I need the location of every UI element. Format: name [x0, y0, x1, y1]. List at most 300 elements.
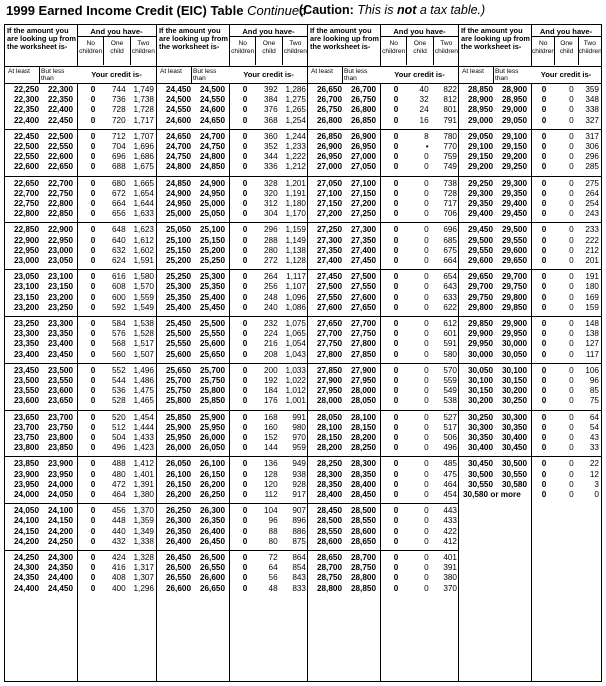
two-children-credit: 1,591: [133, 255, 154, 265]
one-child-credit: 64: [268, 563, 278, 573]
at-least-value: 26,550: [165, 573, 191, 583]
two-children-credit: 22: [589, 459, 599, 469]
table-row: [5, 376, 156, 386]
but-less-than-value: 28,200: [350, 432, 376, 442]
no-children-credit: 0: [393, 506, 399, 516]
no-children-credit: 0: [90, 95, 96, 105]
table-row: [308, 350, 459, 360]
two-children-credit: 148: [585, 319, 599, 328]
row-group: [5, 130, 156, 177]
table-row: [308, 236, 459, 246]
one-child-credit: 88: [268, 526, 278, 536]
no-children-credit: 0: [393, 282, 399, 292]
one-child-credit: 0: [424, 479, 429, 489]
at-least-value: 29,600: [467, 255, 493, 265]
at-least-value: 26,400: [165, 536, 191, 546]
table-row: [459, 293, 601, 303]
one-child-credit: 0: [569, 329, 574, 339]
no-children-credit: 0: [393, 563, 399, 573]
table-row: [157, 584, 308, 594]
two-children-credit: 1,328: [133, 553, 154, 562]
one-child-credit: 0: [569, 282, 574, 292]
table-row: [5, 490, 156, 500]
no-children-credit: 0: [90, 459, 96, 469]
two-children-credit: 1,012: [285, 386, 306, 396]
no-children-credit: 0: [90, 489, 96, 499]
row-group: [308, 130, 459, 177]
one-child-credit: 96: [268, 516, 278, 526]
table-row: [157, 573, 308, 583]
no-children-credit: 0: [90, 198, 96, 208]
no-children-credit: 0: [541, 396, 547, 406]
no-children-credit: 0: [242, 553, 248, 562]
two-children-credit: 622: [443, 302, 457, 312]
no-children-credit: 0: [541, 412, 547, 422]
two-children-credit: 1,686: [133, 152, 154, 162]
table-row: [157, 443, 308, 453]
but-less-than-value: 28,800: [350, 573, 376, 583]
at-least-value: 30,100: [467, 375, 493, 385]
at-least-value: 27,000: [316, 162, 342, 172]
at-least-value: 30,250: [467, 412, 493, 422]
but-less-than-value: 30,400: [501, 432, 527, 442]
at-least-value: 23,000: [13, 255, 39, 265]
one-child-credit: 144: [263, 443, 278, 453]
but-less-than-value: 28,750: [350, 563, 376, 573]
at-least-value: 27,650: [316, 319, 342, 328]
table-row: [5, 116, 156, 126]
two-children-credit: 1,191: [285, 188, 306, 198]
table-row: [5, 282, 156, 292]
table-row: [157, 105, 308, 115]
but-less-than-value: 23,950: [47, 469, 73, 479]
at-least-value: 28,250: [316, 459, 342, 469]
two-children-credit: 949: [292, 459, 306, 469]
header-rule: [77, 36, 156, 37]
two-children-credit: 275: [585, 178, 599, 188]
no-children-credit: 0: [541, 349, 547, 359]
one-child-credit: 0: [424, 396, 429, 406]
no-children-credit: 0: [541, 443, 547, 453]
but-less-than-value: 24,350: [47, 563, 73, 573]
at-least-value: 24,000: [13, 489, 39, 499]
two-children-credit: 1,654: [133, 188, 154, 198]
no-children-credit: 0: [242, 131, 248, 141]
no-children-credit: 0: [242, 115, 248, 125]
but-less-than-value: 27,200: [350, 198, 376, 208]
two-children-credit: 1,623: [133, 225, 154, 235]
no-children-credit: 0: [541, 95, 547, 105]
at-least-value: 28,450: [316, 506, 342, 516]
no-children-credit: 0: [541, 235, 547, 245]
but-less-than-value: 22,500: [47, 131, 73, 141]
title-suffix: Continued: [247, 3, 307, 18]
lookup-heading: If the amount you are looking up from the worksheet is-: [7, 26, 76, 51]
one-child-credit: 0: [569, 235, 574, 245]
one-child-credit: 312: [263, 198, 278, 208]
one-child-credit: 152: [263, 432, 278, 442]
table-row: [157, 272, 308, 282]
column-header: [5, 25, 156, 84]
no-children-credit: 0: [242, 292, 248, 302]
one-child-credit: 328: [263, 178, 278, 188]
no-children-credit: 0: [90, 422, 96, 432]
one-child-credit: 456: [111, 506, 126, 516]
two-children-credit: 1,265: [285, 105, 306, 115]
but-less-than-value: 28,950: [501, 95, 527, 105]
row-group: [459, 130, 601, 177]
row-group: [308, 551, 459, 597]
one-child-credit: 728: [111, 105, 126, 115]
but-less-than-value: 23,900: [47, 459, 73, 469]
no-children-credit: 0: [393, 365, 399, 375]
but-less-than-value: 26,900: [350, 131, 376, 141]
at-least-value: 28,550: [316, 526, 342, 536]
but-less-than-value: 27,950: [350, 375, 376, 385]
but-less-than-value: 27,800: [350, 339, 376, 349]
two-children-credit: 233: [585, 225, 599, 235]
two-children-credit: 1,454: [133, 412, 154, 422]
table-row: [459, 179, 601, 189]
table-row: [5, 443, 156, 453]
two-children-credit: 1,717: [133, 115, 154, 125]
no-children-credit: 0: [242, 209, 248, 219]
but-less-than-value: 23,650: [47, 396, 73, 406]
at-least-value: 28,150: [316, 432, 342, 442]
no-children-credit: 0: [242, 319, 248, 328]
table-row: [308, 225, 459, 235]
no-children-credit: 0: [90, 141, 96, 151]
no-children-credit: 0: [393, 329, 399, 339]
table-row: [308, 527, 459, 537]
no-children-credit: 0: [242, 526, 248, 536]
at-least-value: 29,300: [467, 188, 493, 198]
at-least-value: 25,700: [165, 375, 191, 385]
one-child-credit: 0: [569, 272, 574, 282]
table-column: [156, 25, 308, 681]
no-children-credit: 0: [393, 95, 399, 105]
but-less-than-value: 30,100: [501, 365, 527, 375]
but-less-than-value: 27,250: [350, 209, 376, 219]
one-child-credit: 0: [569, 396, 574, 406]
one-child-credit: 224: [263, 329, 278, 339]
but-less-than-value: 22,450: [47, 115, 73, 125]
but-less-than-value: 24,950: [199, 188, 225, 198]
two-children-credit: 306: [585, 141, 599, 151]
table-row: [308, 152, 459, 162]
no-children-credit: 0: [393, 583, 399, 593]
one-child-credit: 136: [263, 459, 278, 469]
two-children-credit: 159: [585, 302, 599, 312]
table-row: [5, 563, 156, 573]
table-row: [459, 480, 601, 490]
but-less-than-value: 28,500: [350, 506, 376, 516]
but-less-than-value: 29,150: [501, 141, 527, 151]
two-children-credit: 549: [443, 386, 457, 396]
at-least-value: 26,650: [316, 85, 342, 94]
at-least-value: 23,350: [13, 339, 39, 349]
one-child-credit: 0: [569, 459, 574, 469]
table-row: [308, 573, 459, 583]
table-row: [308, 209, 459, 219]
but-less-than-value: 30,500: [501, 459, 527, 469]
two-children-credit: 1,391: [133, 479, 154, 489]
no-children-credit: 0: [541, 386, 547, 396]
one-child-credit: 72: [268, 553, 278, 562]
no-children-credit: 0: [90, 329, 96, 339]
at-least-value: 27,800: [316, 349, 342, 359]
but-less-than-value: 29,650: [501, 255, 527, 265]
table-row: [308, 563, 459, 573]
but-less-than-value: 28,900: [501, 85, 527, 94]
row-group: [459, 411, 601, 458]
but-less-than-value: 26,950: [350, 141, 376, 151]
table-row: [5, 396, 156, 406]
table-row: [308, 293, 459, 303]
at-least-value: 25,600: [165, 349, 191, 359]
row-group: [308, 364, 459, 411]
one-child-credit: 416: [111, 563, 126, 573]
no-children-credit: 0: [242, 198, 248, 208]
at-least-value: 26,600: [165, 583, 191, 593]
no-children-credit: 0: [541, 319, 547, 328]
two-children-credit: 1,528: [133, 329, 154, 339]
but-less-than-value: 23,500: [47, 365, 73, 375]
two-children-credit: 1,138: [285, 245, 306, 255]
at-least-value: 29,400: [467, 209, 493, 219]
one-child-credit: 0: [569, 255, 574, 265]
caution-not: not: [396, 3, 417, 17]
table-row: [459, 433, 601, 443]
but-less-than-value: 27,500: [350, 272, 376, 282]
caution-note: [299, 3, 485, 17]
kids-two-children-heading: Two children: [282, 37, 308, 65]
no-children-credit: 0: [393, 422, 399, 432]
but-less-than-value: 24,750: [199, 141, 225, 151]
two-children-credit: 1,570: [133, 282, 154, 292]
no-children-credit: 0: [90, 365, 96, 375]
one-child-credit: 0: [424, 432, 429, 442]
table-row: [5, 433, 156, 443]
at-least-value: 30,580 or more: [463, 489, 521, 499]
at-least-heading: At least: [311, 68, 333, 75]
no-children-credit: 0: [541, 225, 547, 235]
at-least-value: 29,450: [467, 225, 493, 235]
but-less-than-value: 23,300: [47, 319, 73, 328]
table-row: [459, 413, 601, 423]
at-least-value: 26,700: [316, 95, 342, 105]
two-children-credit: 1,275: [285, 95, 306, 105]
no-children-credit: 0: [393, 245, 399, 255]
table-row: [5, 386, 156, 396]
at-least-value: 23,500: [13, 375, 39, 385]
no-children-credit: 0: [242, 141, 248, 151]
one-child-credit: 400: [111, 583, 126, 593]
one-child-credit: 664: [111, 198, 126, 208]
no-children-credit: 0: [90, 386, 96, 396]
at-least-value: 30,300: [467, 422, 493, 432]
at-least-value: 25,950: [165, 432, 191, 442]
table-row: [308, 386, 459, 396]
one-child-credit: 440: [111, 526, 126, 536]
at-least-value: 26,750: [316, 105, 342, 115]
no-children-credit: 0: [90, 469, 96, 479]
at-least-value: 25,650: [165, 365, 191, 375]
no-children-credit: 0: [90, 272, 96, 282]
one-child-credit: 0: [569, 319, 574, 328]
at-least-value: 26,300: [165, 516, 191, 526]
two-children-credit: 759: [443, 152, 457, 162]
table-row: [308, 584, 459, 594]
two-children-credit: 1,538: [133, 319, 154, 328]
two-children-credit: 1,180: [285, 198, 306, 208]
but-less-than-value: 29,500: [501, 225, 527, 235]
table-row: [5, 350, 156, 360]
table-row: [308, 443, 459, 453]
one-child-credit: 0: [424, 422, 429, 432]
two-children-credit: 433: [443, 516, 457, 526]
table-row: [308, 272, 459, 282]
table-row: [5, 162, 156, 172]
at-least-value: 27,450: [316, 272, 342, 282]
two-children-credit: 1,170: [285, 209, 306, 219]
table-row: [157, 162, 308, 172]
two-children-credit: 664: [443, 255, 457, 265]
at-least-value: 29,650: [467, 272, 493, 282]
two-children-credit: 1,307: [133, 573, 154, 583]
at-least-value: 25,150: [165, 245, 191, 255]
table-row: [5, 329, 156, 339]
one-child-credit: •: [425, 141, 429, 151]
at-least-value: 28,650: [316, 553, 342, 562]
no-children-credit: 0: [242, 412, 248, 422]
no-children-credit: 0: [90, 573, 96, 583]
table-row: [459, 199, 601, 209]
row-group: [157, 364, 308, 411]
but-less-than-value: 30,350: [501, 422, 527, 432]
at-least-value: 25,100: [165, 235, 191, 245]
but-less-than-value: 26,800: [350, 105, 376, 115]
two-children-credit: 591: [443, 339, 457, 349]
table-row: [157, 423, 308, 433]
two-children-credit: 1,644: [133, 198, 154, 208]
one-child-credit: 392: [263, 85, 278, 94]
at-least-value: 28,400: [316, 489, 342, 499]
page-header: [0, 3, 606, 23]
but-less-than-value: 24,900: [199, 178, 225, 188]
one-child-credit: 600: [111, 292, 126, 302]
but-less-than-value: 27,050: [350, 162, 376, 172]
no-children-credit: 0: [541, 198, 547, 208]
table-row: [157, 470, 308, 480]
at-least-value: 27,400: [316, 255, 342, 265]
at-least-value: 23,800: [13, 443, 39, 453]
one-child-credit: 544: [111, 375, 126, 385]
at-least-value: 27,700: [316, 329, 342, 339]
table-row: [5, 423, 156, 433]
two-children-credit: 801: [443, 105, 457, 115]
one-child-credit: 0: [424, 526, 429, 536]
row-group: [308, 223, 459, 270]
no-children-credit: 0: [393, 188, 399, 198]
one-child-credit: 0: [424, 573, 429, 583]
at-least-value: 25,800: [165, 396, 191, 406]
no-children-credit: 0: [242, 396, 248, 406]
one-child-credit: 568: [111, 339, 126, 349]
two-children-credit: 854: [292, 563, 306, 573]
two-children-credit: 1,222: [285, 152, 306, 162]
at-least-value: 30,000: [467, 349, 493, 359]
two-children-credit: 464: [443, 479, 457, 489]
no-children-credit: 0: [541, 489, 547, 499]
table-row: [459, 339, 601, 349]
kids-no-children-heading: No children: [531, 37, 554, 65]
table-row: [308, 459, 459, 469]
one-child-credit: 360: [263, 131, 278, 141]
no-children-credit: 0: [393, 105, 399, 115]
table-row: [308, 282, 459, 292]
two-children-credit: 1,612: [133, 235, 154, 245]
at-least-value: 26,050: [165, 459, 191, 469]
row-group: [308, 504, 459, 551]
no-children-credit: 0: [242, 245, 248, 255]
no-children-credit: 0: [541, 162, 547, 172]
one-child-credit: 8: [424, 131, 429, 141]
one-child-credit: 592: [111, 302, 126, 312]
column-body: [5, 83, 156, 681]
caution-text-1: This is: [357, 3, 394, 17]
at-least-value: 23,550: [13, 386, 39, 396]
but-less-than-value: 28,300: [350, 459, 376, 469]
no-children-credit: 0: [393, 198, 399, 208]
but-less-than-value: 28,850: [350, 583, 376, 593]
two-children-credit: 327: [585, 115, 599, 125]
table-row: [459, 350, 601, 360]
one-child-credit: 448: [111, 516, 126, 526]
table-row: [308, 396, 459, 406]
two-children-credit: 222: [585, 235, 599, 245]
no-children-credit: 0: [393, 412, 399, 422]
table-row: [5, 132, 156, 142]
one-child-credit: 0: [569, 198, 574, 208]
one-child-credit: 520: [111, 412, 126, 422]
table-row: [157, 553, 308, 563]
two-children-credit: 85: [589, 386, 599, 396]
table-row: [459, 329, 601, 339]
at-least-value: 27,900: [316, 375, 342, 385]
two-children-credit: 728: [443, 188, 457, 198]
at-least-value: 28,950: [467, 105, 493, 115]
no-children-credit: 0: [242, 188, 248, 198]
table-row: [157, 142, 308, 152]
two-children-credit: 1,233: [285, 141, 306, 151]
at-least-value: 22,650: [13, 178, 39, 188]
table-row: [157, 189, 308, 199]
no-children-credit: 0: [393, 131, 399, 141]
no-children-credit: 0: [242, 583, 248, 593]
one-child-credit: 184: [263, 386, 278, 396]
table-row: [157, 319, 308, 329]
but-less-than-value: 26,500: [199, 553, 225, 562]
no-children-credit: 0: [541, 302, 547, 312]
at-least-value: 30,050: [467, 365, 493, 375]
but-less-than-value: 22,600: [47, 152, 73, 162]
but-less-than-value: 26,850: [350, 115, 376, 125]
one-child-credit: 280: [263, 245, 278, 255]
table-row: [308, 142, 459, 152]
one-child-credit: 0: [424, 245, 429, 255]
at-least-value: 26,200: [165, 489, 191, 499]
